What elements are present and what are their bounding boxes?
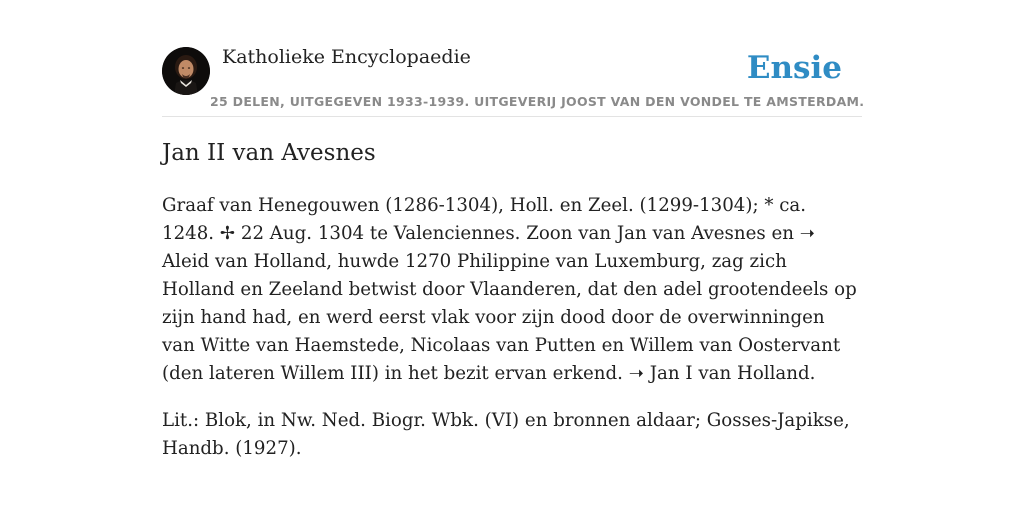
source-subtitle: 25 DELEN, UITGEGEVEN 1933-1939. UITGEVERIJ JOOST VAN DEN VONDEL TE AMSTERDAM. [210,94,865,109]
source-avatar[interactable] [162,47,210,95]
article-title: Jan II van Avesnes [162,140,376,166]
source-title[interactable]: Katholieke Encyclopaedie [222,46,471,68]
article-paragraph: Graaf van Henegouwen (1286-1304), Holl. en Zeel. (1299-1304); * ca. 1248. ✢ 22 Aug. 1304 te Valenciennes. Zoon van Jan van Avesnes en ➝ Aleid van Holland, huwde 1270 Philippine van Luxemburg, zag zich Holland en Zeeland betwist door Vlaanderen, dat den adel grootendeels op zijn hand had, en werd eerst vlak voor zijn dood door de overwinningen van Witte van Haemstede, Nicolaas van Putten en Willem van Oostervant (den lateren Willem III) in het bezit ervan erkend. ➝ Jan I van Holland. [162,195,857,384]
article-literature: Lit.: Blok, in Nw. Ned. Biogr. Wbk. (VI) en bronnen aldaar; Gosses-Japikse, Handb. (1927). [162,410,850,459]
portrait-icon [162,47,210,95]
source-header [162,46,865,117]
article-body [162,192,862,482]
brand-logo-link[interactable]: Ensie [746,50,842,86]
